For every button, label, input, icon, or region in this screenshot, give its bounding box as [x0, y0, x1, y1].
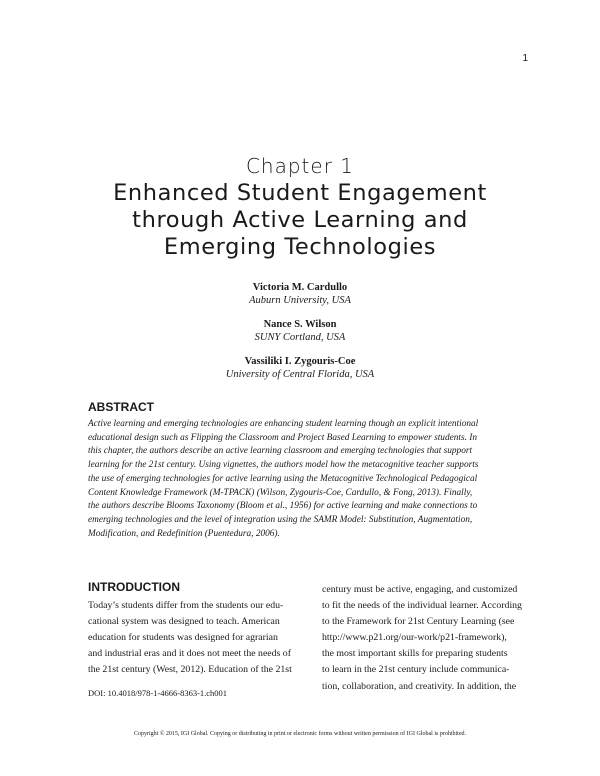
page-number: 1 [522, 53, 528, 64]
abstract-line: educational design such as Flipping the Classroom and Project Based Learning to empower students. In [88, 432, 477, 443]
abstract-body [88, 418, 528, 541]
abstract-heading: ABSTRACT [88, 400, 154, 414]
body-line: to fit the needs of the individual learner. According [322, 600, 522, 612]
author-block [0, 355, 600, 381]
abstract-line: Modification, and Redefinition (Puentedura, 2006). [88, 528, 280, 539]
body-line: and industrial eras and it does not meet the needs of [88, 648, 291, 660]
body-line: the 21st century (West, 2012). Education of the 21st [88, 664, 292, 676]
body-line: Today’s students differ from the students our edu- [88, 600, 284, 611]
body-line: tion, collaboration, and creativity. In addition, the [322, 680, 517, 692]
body-column-right [322, 582, 534, 695]
body-line: to the Framework for 21st Century Learning (see [322, 616, 515, 628]
title-line: Emerging Technologies [163, 234, 437, 260]
abstract-line: the use of emerging technologies for active learning using the Metacognitive Technological Pedagogical [88, 473, 478, 484]
abstract-line: Content Knowledge Framework (M-TPACK) (Wilson, Zygouris-Coe, Cardullo, & Fong, 2013). Finally, [88, 487, 473, 498]
copyright-notice: Copyright © 2015, IGI Global. Copying or distributing in print or electronic forms without written permission of IGI Global is prohibited. [133, 731, 466, 737]
body-line: education for students was designed for agrarian [88, 632, 278, 644]
abstract-line: the authors describe Blooms Taxonomy (Bloom et al., 1956) for active learning and make connections to [88, 501, 478, 512]
body-line: to learn in the 21st century include communica- [322, 664, 510, 676]
title-line: through Active Learning and [132, 207, 468, 233]
doi-text: DOI: 10.4018/978-1-4666-8363-1.ch001 [88, 688, 228, 698]
body-line: the most important skills for preparing students [322, 648, 508, 660]
author-name: Nance S. Wilson [263, 319, 337, 330]
author-block [0, 281, 600, 307]
abstract-line: emerging technologies and the level of integration using the SAMR Model: Substitution, Augmentation, [88, 514, 473, 525]
chapter-title [60, 180, 540, 261]
author-affiliation: University of Central Florida, USA [225, 369, 375, 380]
body-line: http://www.p21.org/our-work/p21-framework), [322, 632, 507, 644]
body-line: century must be active, engaging, and customized [322, 584, 518, 595]
author-name: Vassiliki I. Zygouris-Coe [244, 356, 356, 367]
author-affiliation: Auburn University, USA [249, 295, 351, 306]
title-line: Enhanced Student Engagement [113, 180, 487, 206]
author-affiliation: SUNY Cortland, USA [254, 332, 346, 343]
introduction-heading: INTRODUCTION [88, 580, 180, 594]
abstract-line: Active learning and emerging technologies are enhancing student learning though an explicit intentional [88, 419, 479, 429]
author-name: Victoria M. Cardullo [252, 282, 348, 293]
author-block [0, 318, 600, 344]
body-line: cational system was designed to teach. American [88, 616, 280, 628]
body-column-left [88, 598, 300, 678]
abstract-line: learning for the 21st century. Using vignettes, the authors model how the metacognitive teacher supports [88, 460, 479, 471]
abstract-line: this chapter, the authors describe an active learning classroom and emerging technologies that support [88, 446, 473, 457]
chapter-label: Chapter 1 [245, 154, 355, 178]
author-list [0, 281, 600, 392]
